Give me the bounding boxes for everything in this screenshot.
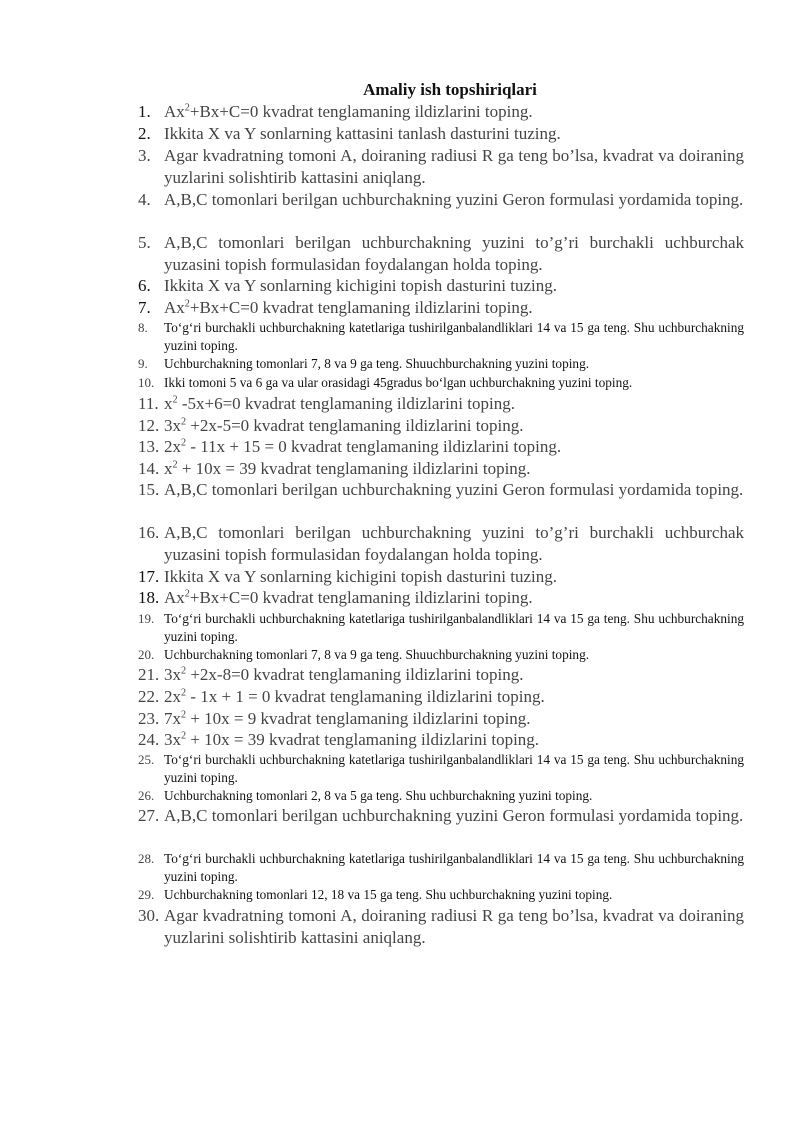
list-item — [138, 905, 744, 948]
item-text: $2x^2 - 1x + 1 = 0$ kvadrat tenglamaning ildizlarini toping. — [164, 687, 545, 706]
item-number: 26. — [138, 788, 155, 803]
item-text: A,B,C tomonlari berilgan uchburchakning yuzini Geron formulasi yordamida toping. — [164, 806, 744, 825]
list-item — [138, 189, 744, 211]
list-item — [138, 145, 744, 188]
item-number: 14. — [138, 459, 160, 478]
item-number: 3. — [138, 146, 151, 165]
item-text: $2x^2 - 11x + 15 = 0$ kvadrat tenglamaning ildizlarini toping. — [164, 437, 562, 456]
item-text: $x^2 + 10x = 39$ kvadrat tenglamaning ildizlarini toping. — [164, 459, 531, 478]
item-number: 6. — [138, 276, 151, 295]
page-title: Amaliy ish topshiriqlari — [363, 80, 537, 99]
item-text: To‘g‘ri burchakli uchburchakning katetlariga tushirilganbalandliklari 14 va 15 ga teng. Shu uchburchakning yuzini toping. — [164, 851, 744, 884]
item-text: $3x^2 +2x-5=0$ kvadrat tenglamaning ildizlarini toping. — [164, 416, 524, 435]
item-text: Ikkita X va Y sonlarning kichigini topish dasturini tuzing. — [164, 276, 557, 295]
item-number: 18. — [138, 588, 160, 607]
list-item — [138, 522, 744, 565]
item-number: 11. — [138, 394, 159, 413]
item-number: 5. — [138, 233, 151, 252]
list-item — [138, 479, 744, 501]
item-text: $Ax^2+Bx+C=0$ kvadrat tenglamaning ildizlarini toping. — [164, 298, 533, 317]
list-item — [138, 886, 744, 904]
item-text: Ikkita X va Y sonlarning kichigini topish dasturini tuzing. — [164, 567, 557, 586]
item-text: $3x^2 +2x-8=0$ kvadrat tenglamaning ildizlarini toping. — [164, 665, 524, 684]
item-number: 12. — [138, 416, 160, 435]
item-number: 13. — [138, 437, 160, 456]
item-text: To‘g‘ri burchakli uchburchakning katetlariga tushirilganbalandliklari 14 va 15 ga teng. Shu uchburchakning yuzini toping. — [164, 320, 744, 353]
item-number: 8. — [138, 320, 148, 335]
list-item — [138, 787, 744, 805]
item-number: 29. — [138, 887, 155, 902]
item-number: 9. — [138, 356, 148, 371]
item-number: 27. — [138, 806, 160, 825]
item-text: $3x^2 + 10x = 39$ kvadrat tenglamaning ildizlarini toping. — [164, 730, 540, 749]
item-number: 19. — [138, 611, 155, 626]
list-item — [138, 686, 744, 708]
item-text: Uchburchakning tomonlari 7, 8 va 9 ga teng. Shuuchburchakning yuzini toping. — [164, 356, 590, 371]
item-text: $7x^2 + 10x = 9$ kvadrat tenglamaning ildizlarini toping. — [164, 709, 531, 728]
list-item — [138, 751, 744, 786]
item-number: 4. — [138, 190, 151, 209]
item-number: 7. — [138, 298, 151, 317]
list-item — [138, 355, 744, 373]
item-text: A,B,C tomonlari berilgan uchburchakning yuzini to’g’ri burchakli uchburchak yuzasini topish formulasidan foydalangan holda toping. — [164, 233, 744, 274]
item-number: 21. — [138, 665, 160, 684]
list-item — [138, 708, 744, 730]
list-item — [138, 646, 744, 664]
item-text: Ikkita X va Y sonlarning kattasini tanlash dasturini tuzing. — [164, 124, 561, 143]
list-item — [138, 374, 744, 392]
item-text: Uchburchakning tomonlari 7, 8 va 9 ga teng. Shuuchburchakning yuzini toping. — [164, 647, 590, 662]
item-number: 2. — [138, 124, 151, 143]
item-number: 28. — [138, 851, 155, 866]
item-text: Agar kvadratning tomoni A, doiraning radiusi R ga teng bo’lsa, kvadrat va doiraning yuzlarini solishtirib kattasini aniqlang. — [164, 146, 744, 187]
item-number: 16. — [138, 523, 160, 542]
list-item — [138, 297, 744, 319]
item-text: Agar kvadratning tomoni A, doiraning radiusi R ga teng bo’lsa, kvadrat va doiraning yuzlarini solishtirib kattasini aniqlang. — [164, 906, 744, 947]
item-number: 10. — [138, 375, 155, 390]
list-item — [138, 232, 744, 275]
list-item — [138, 729, 744, 751]
list-item — [138, 610, 744, 645]
list-item — [138, 664, 744, 686]
item-text: A,B,C tomonlari berilgan uchburchakning yuzini Geron formulasi yordamida toping. — [164, 480, 744, 499]
item-number: 15. — [138, 480, 160, 499]
list-item — [138, 805, 744, 827]
item-text: A,B,C tomonlari berilgan uchburchakning yuzini Geron formulasi yordamida toping. — [164, 190, 744, 209]
list-item — [138, 458, 744, 480]
item-text: Ikki tomoni 5 va 6 ga va ular orasidagi 45gradus bo‘lgan uchburchakning yuzini toping. — [164, 375, 633, 390]
list-item — [138, 566, 744, 588]
list-item — [138, 850, 744, 885]
item-text: A,B,C tomonlari berilgan uchburchakning yuzini to’g’ri burchakli uchburchak yuzasini topish formulasidan foydalangan holda toping. — [164, 523, 744, 564]
item-number: 17. — [138, 567, 160, 586]
list-item — [138, 415, 744, 437]
list-item — [138, 319, 744, 354]
item-text: Uchburchakning tomonlari 2, 8 va 5 ga teng. Shu uchburchakning yuzini toping. — [164, 788, 593, 803]
item-number: 22. — [138, 687, 160, 706]
list-item — [138, 393, 744, 415]
list-item — [138, 587, 744, 609]
list-item — [138, 436, 744, 458]
item-number: 25. — [138, 752, 155, 767]
item-number: 24. — [138, 730, 160, 749]
item-text: To‘g‘ri burchakli uchburchakning katetlariga tushirilganbalandliklari 14 va 15 ga teng. Shu uchburchakning yuzini toping. — [164, 752, 744, 785]
item-text: $x^2$ -5x+6=0 kvadrat tenglamaning ildizlarini toping. — [164, 394, 515, 413]
item-text: $Ax^2+Bx+C=0$ kvadrat tenglamaning ildizlarini toping. — [164, 588, 533, 607]
list-item — [138, 101, 744, 123]
item-number: 20. — [138, 647, 155, 662]
item-number: 23. — [138, 709, 160, 728]
list-item — [138, 275, 744, 297]
item-text: To‘g‘ri burchakli uchburchakning katetlariga tushirilganbalandliklari 14 va 15 ga teng. Shu uchburchakning yuzini toping. — [164, 611, 744, 644]
list-item — [138, 123, 744, 145]
item-number: 30. — [138, 906, 160, 925]
item-number: 1. — [138, 102, 151, 121]
item-text: Uchburchakning tomonlari 12, 18 va 15 ga teng. Shu uchburchakning yuzini toping. — [164, 887, 613, 902]
item-text: $Ax^2+Bx+C=0$ kvadrat tenglamaning ildizlarini toping. — [164, 102, 533, 121]
